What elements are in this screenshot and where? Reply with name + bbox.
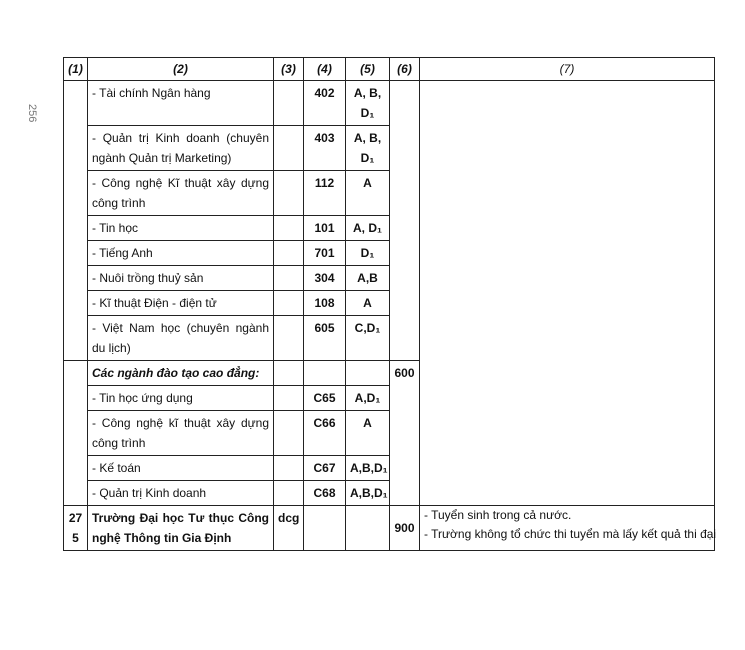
major-name: - Kĩ thuật Điện - điện tử [88, 291, 274, 316]
admissions-table [63, 57, 715, 551]
major-code: 402 [304, 81, 346, 126]
row-number-cell [64, 361, 88, 506]
major-code: 108 [304, 291, 346, 316]
school-number: 27 5 [64, 506, 88, 551]
school-code-cell [274, 266, 304, 291]
exam-group-cell [346, 361, 390, 386]
major-code: 403 [304, 126, 346, 171]
major-code-cell [304, 506, 346, 551]
header-col-1: (1) [64, 58, 88, 81]
major-name: - Nuôi trồng thuỷ sản [88, 266, 274, 291]
header-col-3: (3) [274, 58, 304, 81]
major-code-cell [304, 361, 346, 386]
school-code-cell [274, 386, 304, 411]
exam-group-cell [346, 506, 390, 551]
major-code: 701 [304, 241, 346, 266]
header-col-4: (4) [304, 58, 346, 81]
header-col-6: (6) [390, 58, 420, 81]
school-code: dcg [274, 506, 304, 551]
exam-group: A, B, D₁ [346, 81, 390, 126]
row-number-cell [64, 81, 88, 361]
major-name: - Quản trị Kinh doanh (chuyên ngành Quản trị Marketing) [88, 126, 274, 171]
header-row [64, 58, 715, 81]
note-line: - Tuyển sinh trong cả nước. [424, 508, 572, 522]
exam-group: A,B [346, 266, 390, 291]
exam-group: A, B, D₁ [346, 126, 390, 171]
exam-group: A,B,D₁ [346, 456, 390, 481]
major-code: C65 [304, 386, 346, 411]
header-col-2: (2) [88, 58, 274, 81]
exam-group: C,D₁ [346, 316, 390, 361]
school-name: Trường Đại học Tư thục Công nghệ Thông tin Gia Định [88, 506, 274, 551]
major-name: - Tin học [88, 216, 274, 241]
major-name: - Việt Nam học (chuyên ngành du lịch) [88, 316, 274, 361]
exam-group: A [346, 291, 390, 316]
school-row [64, 506, 715, 551]
exam-group: A,B,D₁ [346, 481, 390, 506]
major-name: - Quản trị Kinh doanh [88, 481, 274, 506]
major-code: C68 [304, 481, 346, 506]
major-name: - Tiếng Anh [88, 241, 274, 266]
major-code: C67 [304, 456, 346, 481]
major-code: 101 [304, 216, 346, 241]
school-notes [420, 506, 715, 551]
school-code-cell [274, 316, 304, 361]
school-quota: 900 [390, 506, 420, 551]
major-name: - Kế toán [88, 456, 274, 481]
header-col-5: (5) [346, 58, 390, 81]
quota: 600 [390, 361, 420, 506]
school-code-cell [274, 411, 304, 456]
school-code-cell [274, 291, 304, 316]
notes-cell [420, 81, 715, 506]
note-line: - Trường không tổ chức thi tuyển mà lấy kết quả thi đại [424, 527, 717, 541]
major-name: - Tin học ứng dụng [88, 386, 274, 411]
exam-group: A, D₁ [346, 216, 390, 241]
major-code: C66 [304, 411, 346, 456]
section-title: Các ngành đào tạo cao đẳng: [88, 361, 274, 386]
exam-group: A [346, 411, 390, 456]
major-name: - Công nghệ kĩ thuật xây dựng công trình [88, 411, 274, 456]
school-code-cell [274, 361, 304, 386]
school-code-cell [274, 241, 304, 266]
exam-group: A,D₁ [346, 386, 390, 411]
school-code-cell [274, 126, 304, 171]
quota-cell [390, 81, 420, 361]
school-code-cell [274, 481, 304, 506]
school-code-cell [274, 456, 304, 481]
major-code: 605 [304, 316, 346, 361]
header-col-7: (7) [420, 58, 715, 81]
school-code-cell [274, 216, 304, 241]
school-code-cell [274, 171, 304, 216]
page-number: 256 [26, 104, 38, 123]
table-row [64, 81, 715, 126]
major-name: - Tài chính Ngân hàng [88, 81, 274, 126]
major-code: 304 [304, 266, 346, 291]
major-name: - Công nghệ Kĩ thuật xây dựng công trình [88, 171, 274, 216]
school-code-cell [274, 81, 304, 126]
exam-group: D₁ [346, 241, 390, 266]
major-code: 112 [304, 171, 346, 216]
exam-group: A [346, 171, 390, 216]
